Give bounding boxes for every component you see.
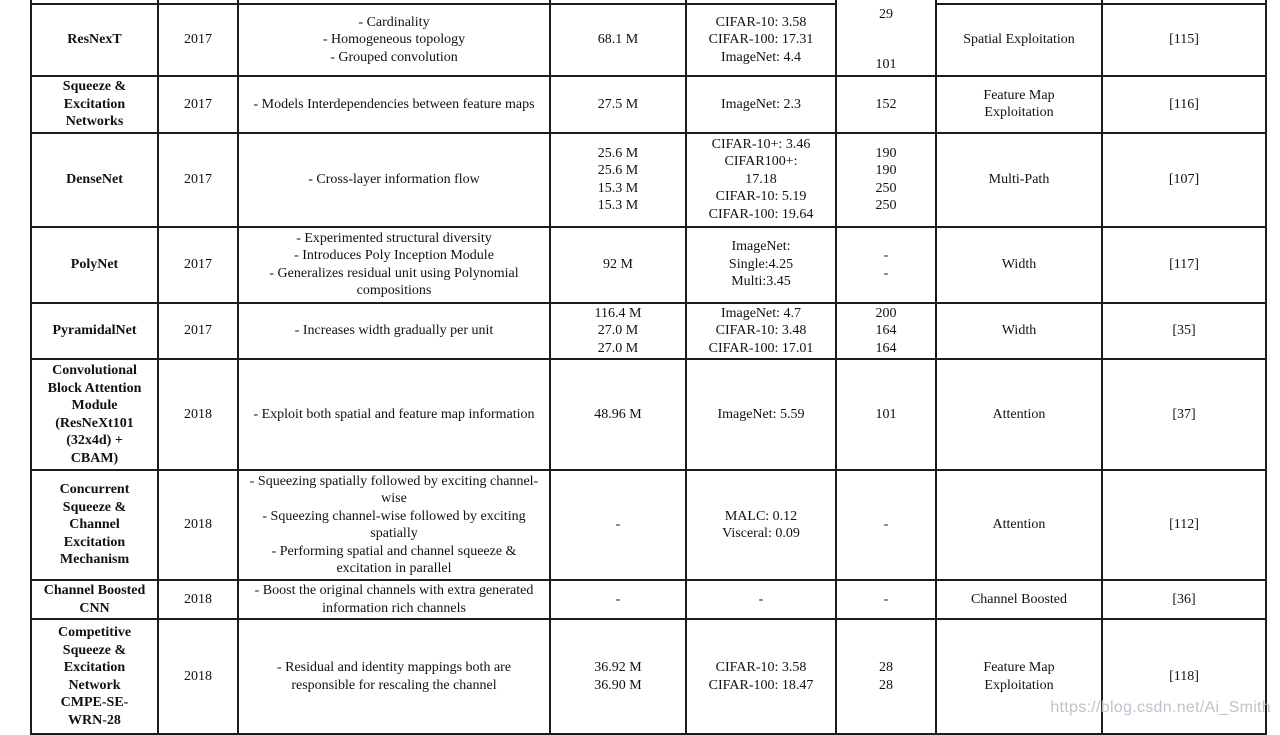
- cell-depth: [836, 227, 936, 303]
- cell-line: ImageNet:: [731, 239, 791, 255]
- cell-line: Squeeze &: [62, 642, 127, 658]
- cell-line: - Homogeneous topology: [322, 32, 466, 48]
- cell-line: - Cross-layer information flow: [308, 171, 480, 187]
- cell-architecture: [31, 76, 158, 133]
- cell-reference: [37]: [1102, 359, 1266, 470]
- cell-line: Spatial Exploitation: [963, 32, 1075, 48]
- cell-error: [686, 133, 836, 227]
- cell-line: - Models Interdependencies between feature maps: [253, 96, 535, 112]
- cell-line: (ResNeXt101: [55, 415, 134, 431]
- cell-line: -: [615, 517, 621, 533]
- cell-line: - Squeezing channel-wise followed by exciting spatially: [262, 508, 526, 541]
- cell-line: PyramidalNet: [52, 323, 137, 338]
- cell-line: CIFAR-100: 19.64: [708, 206, 814, 222]
- cell-error: [686, 470, 836, 580]
- cell-line: 27.5 M: [597, 96, 639, 112]
- cell-line: ImageNet: 5.59: [717, 406, 805, 422]
- cell-line: Module: [71, 398, 118, 413]
- cell-contribution: [238, 619, 550, 734]
- cell-contribution: [238, 303, 550, 360]
- cell-line: 25.6 M: [597, 145, 639, 161]
- cell-line: 190: [875, 145, 897, 161]
- cell-line: 250: [875, 180, 897, 196]
- cell-line: Feature Map: [983, 660, 1055, 675]
- cell-reference: [112]: [1102, 470, 1266, 580]
- table-row: [31, 580, 1266, 619]
- cell-year: 2018: [158, 470, 238, 580]
- cell-line: 15.3 M: [597, 198, 639, 213]
- cell-line: Competitive: [57, 625, 132, 640]
- cell-line: 250: [875, 198, 897, 213]
- cell-year: 2017: [158, 133, 238, 227]
- table-body: [31, 0, 1266, 734]
- cell-reference: [35]: [1102, 303, 1266, 360]
- cell-line: DenseNet: [66, 171, 123, 187]
- cell-line: Width: [1001, 323, 1037, 338]
- cell-line: Visceral: 0.09: [722, 526, 800, 541]
- cell-parameters: [550, 76, 686, 133]
- cell-category: [936, 4, 1102, 76]
- cell-line: 48.96 M: [594, 406, 642, 422]
- table-row: [31, 4, 1266, 76]
- cell-contribution: [238, 470, 550, 580]
- cell-line: CNN: [79, 600, 110, 616]
- cell-depth: [836, 76, 936, 133]
- cell-line: CIFAR-10: 5.19: [715, 189, 807, 205]
- cell-year: 2018: [158, 359, 238, 470]
- table-row: [31, 76, 1266, 133]
- cell-line: 28: [879, 660, 893, 675]
- cell-year: 2018: [158, 580, 238, 619]
- cell-line: -: [758, 591, 764, 607]
- cell-line: -: [883, 248, 889, 263]
- cell-line: Attention: [992, 517, 1046, 533]
- cell-line: - Grouped convolution: [330, 49, 458, 65]
- cell-line: Multi:3.45: [731, 274, 791, 290]
- cell-reference: [36]: [1102, 580, 1266, 619]
- cell-line: ImageNet: 4.4: [720, 49, 802, 65]
- cell-year: 2017: [158, 227, 238, 303]
- cell-line: Convolutional: [52, 363, 137, 378]
- cell-depth: [836, 619, 936, 734]
- cell-line: 116.4 M: [594, 305, 642, 321]
- table-row: [31, 227, 1266, 303]
- cell-parameters: [550, 619, 686, 734]
- cell-category: [936, 580, 1102, 619]
- cell-line: PolyNet: [70, 256, 119, 272]
- cell-architecture: [31, 4, 158, 76]
- cell-category: [936, 470, 1102, 580]
- cell-line: Single:4.25: [728, 256, 794, 272]
- cell-line: 36.92 M: [594, 660, 642, 675]
- cell-category: [936, 76, 1102, 133]
- cell-error: [686, 580, 836, 619]
- cell-line: Squeeze &: [62, 79, 127, 94]
- cell-parameters: [550, 133, 686, 227]
- cell-line: ResNexT: [67, 32, 122, 48]
- cell-line: CIFAR-10: 3.58: [715, 660, 807, 675]
- cell-category: [936, 619, 1102, 734]
- cell-line: - Experimented structural diversity: [296, 230, 492, 246]
- cell-category: [936, 133, 1102, 227]
- cell-architecture: [31, 133, 158, 227]
- cell-line: ImageNet: 2.3: [720, 96, 802, 112]
- cell-line: 152: [875, 96, 897, 112]
- cell-line: MALC: 0.12: [724, 508, 798, 524]
- cell-line: 29: [879, 6, 893, 22]
- cell-line: ImageNet: 4.7: [720, 305, 802, 321]
- cell-line: 68.1 M: [597, 32, 639, 48]
- cell-line: - Residual and identity mappings both are responsible for rescaling the channel: [276, 660, 512, 693]
- cell-parameters: [550, 470, 686, 580]
- cell-parameters: [550, 227, 686, 303]
- cell-line: CIFAR-100: 17.31: [708, 32, 814, 48]
- cell-line: 27.0 M: [597, 340, 639, 356]
- cell-line: 28: [879, 677, 893, 693]
- cell-depth: [836, 580, 936, 619]
- cell-line: -: [883, 591, 889, 607]
- cell-reference: [118]: [1102, 619, 1266, 734]
- cell-parameters: [550, 303, 686, 360]
- cell-line: -: [883, 517, 889, 533]
- cell-line: CIFAR100+:: [724, 154, 798, 170]
- cell-depth: [836, 303, 936, 360]
- cell-parameters: [550, 580, 686, 619]
- cell-line: Block Attention: [47, 380, 142, 396]
- cell-error: [686, 303, 836, 360]
- cell-line: - Introduces Poly Inception Module: [294, 248, 494, 263]
- cell-line: Exploitation: [984, 105, 1054, 121]
- cell-line: Channel Boosted: [970, 591, 1068, 607]
- cell-error: [686, 227, 836, 303]
- cell-line: 164: [875, 340, 897, 356]
- cell-line: -: [883, 265, 889, 281]
- cell-line: - Increases width gradually per unit: [294, 323, 494, 338]
- cell-line: 27.0 M: [597, 323, 639, 338]
- cell-category: [936, 227, 1102, 303]
- cell-line: Excitation: [63, 534, 126, 550]
- cell-architecture: [31, 470, 158, 580]
- cell-year: 2018: [158, 619, 238, 734]
- cell-line: 164: [875, 323, 897, 338]
- cell-line: 36.90 M: [594, 677, 642, 693]
- cell-line: 17.18: [745, 171, 777, 187]
- cell-line: (32x4d) +: [66, 433, 123, 448]
- cell-year: 2017: [158, 76, 238, 133]
- cell-depth: [836, 0, 936, 76]
- architecture-table: [30, 0, 1267, 735]
- cell-architecture: [31, 619, 158, 734]
- cell-line: Feature Map: [983, 87, 1055, 103]
- cell-line: - Cardinality: [358, 14, 430, 30]
- watermark: https://blog.csdn.net/Ai_Smith: [1050, 699, 1271, 716]
- table-row: [31, 470, 1266, 580]
- cell-category: [936, 303, 1102, 360]
- cell-line: CMPE-SE-: [60, 695, 129, 710]
- cell-year: 2017: [158, 303, 238, 360]
- cell-line: Networks: [65, 114, 124, 129]
- cell-line: Exploitation: [984, 677, 1054, 693]
- table-row: [31, 359, 1266, 470]
- cell-contribution: [238, 227, 550, 303]
- cell-error: [686, 359, 836, 470]
- cell-line: 15.3 M: [597, 180, 639, 196]
- table-row: [31, 303, 1266, 360]
- cell-contribution: [238, 580, 550, 619]
- cell-line: Network: [68, 677, 121, 693]
- cell-line: Mechanism: [59, 552, 130, 568]
- cell-line: - Boost the original channels with extra generated information rich channels: [254, 583, 534, 616]
- cell-error: [686, 619, 836, 734]
- table-row: [31, 619, 1266, 734]
- cell-architecture: [31, 303, 158, 360]
- cell-parameters: [550, 4, 686, 76]
- cell-contribution: [238, 4, 550, 76]
- cell-line: 101: [875, 406, 897, 422]
- cell-line: - Squeezing spatially followed by exciting channel-wise: [249, 473, 539, 506]
- cell-line: CIFAR-100: 17.01: [708, 340, 814, 356]
- cell-category: [936, 359, 1102, 470]
- cell-reference: [115]: [1102, 4, 1266, 76]
- cell-line: CIFAR-10+: 3.46: [711, 136, 811, 152]
- cell-depth: [836, 359, 936, 470]
- cell-contribution: [238, 133, 550, 227]
- cell-line: - Exploit both spatial and feature map information: [253, 406, 535, 422]
- cell-depth: [836, 470, 936, 580]
- cell-reference: [117]: [1102, 227, 1266, 303]
- cell-depth: [836, 133, 936, 227]
- cell-line: Channel: [69, 517, 120, 533]
- cell-reference: [116]: [1102, 76, 1266, 133]
- cell-line: Attention: [992, 406, 1046, 422]
- cell-architecture: [31, 227, 158, 303]
- cell-line: CIFAR-10: 3.58: [715, 14, 807, 30]
- cell-line: -: [615, 591, 621, 607]
- depth-values: [842, 2, 930, 74]
- cell-parameters: [550, 359, 686, 470]
- cell-line: Multi-Path: [988, 171, 1050, 187]
- cell-line: Channel Boosted: [43, 583, 146, 598]
- cell-error: [686, 4, 836, 76]
- cell-line: 200: [875, 305, 897, 321]
- cell-line: Concurrent: [59, 482, 130, 498]
- cell-line: CBAM): [70, 450, 119, 466]
- cell-architecture: [31, 580, 158, 619]
- cell-architecture: [31, 359, 158, 470]
- cell-line: 101: [875, 57, 897, 72]
- cell-line: 190: [875, 163, 897, 178]
- cell-line: CIFAR-100: 18.47: [708, 677, 814, 693]
- cell-contribution: [238, 76, 550, 133]
- cell-year: 2017: [158, 4, 238, 76]
- cell-line: Width: [1001, 256, 1037, 272]
- cell-line: Excitation: [63, 96, 126, 112]
- cell-contribution: [238, 359, 550, 470]
- cell-line: 25.6 M: [597, 163, 639, 178]
- cell-line: - Generalizes residual unit using Polynomial compositions: [269, 265, 519, 298]
- cell-line: WRN-28: [68, 712, 121, 728]
- cell-line: Squeeze &: [62, 499, 127, 515]
- cell-line: 92 M: [603, 256, 633, 272]
- cell-reference: [107]: [1102, 133, 1266, 227]
- cell-line: - Performing spatial and channel squeeze & excitation in parallel: [271, 543, 517, 576]
- cell-line: CIFAR-10: 3.48: [715, 323, 807, 338]
- cell-line: Excitation: [63, 660, 126, 675]
- table-row: [31, 133, 1266, 227]
- cell-error: [686, 76, 836, 133]
